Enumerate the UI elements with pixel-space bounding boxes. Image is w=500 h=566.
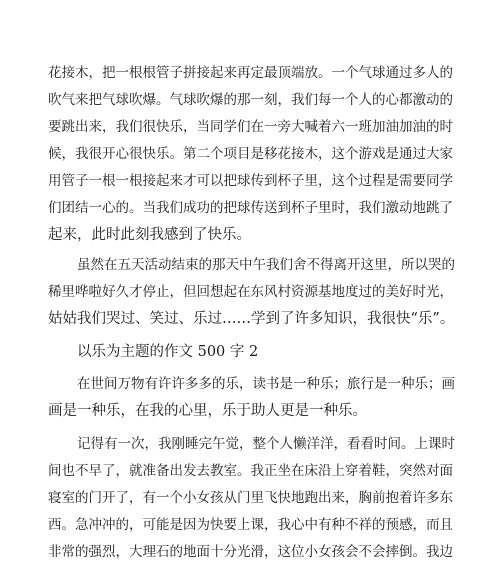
paragraph-1-line: 吹气来把气球吹爆。气球吹爆的那一刻，我们每一个人的心都激动的	[48, 92, 453, 108]
paragraph-4-line: 非常的强烈，大理石的地面十分光滑，这位小女孩会不会摔倒。我边	[48, 544, 453, 560]
paragraph-2-line: 姑姑我们哭过、笑过、乐过……学到了许多知识，我很快“乐”。	[48, 311, 455, 327]
paragraph-1-line: 要跳出来，我们很快乐，当同学们在一旁大喊着六一班加油加油的时	[48, 119, 453, 135]
paragraph-3-line: 在世间万物有许许多多的乐，读书是一种乐；旅行是一种乐；画	[77, 376, 455, 392]
paragraph-1-line: 起来，此时此刻我感到了快乐。	[48, 227, 251, 243]
paragraph-4-line: 寝室的门开了，有一个小女孩从门里飞快地跑出来，胸前抱着许多东	[48, 490, 453, 506]
paragraph-1-line: 用管子一根一根接起来才可以把球传到杯子里，这个过程是需要同学	[48, 173, 453, 189]
paragraph-4-line: 西。急冲冲的，可能是因为快要上课，我心中有种不祥的预感，而且	[48, 517, 453, 533]
paragraph-1-line: 候，我很开心很快乐。第二个项目是移花接木，这个游戏是通过大家	[48, 146, 453, 162]
paragraph-4	[48, 431, 458, 566]
section-heading: 以乐为主题的作文 500 字 2	[77, 344, 259, 360]
paragraph-4-line: 间也不早了，就准备出发去教室。我正坐在床沿上穿着鞋，突然对面	[48, 463, 453, 479]
paragraph-1	[48, 60, 458, 249]
paragraph-1-line: 们团结一心的。当我们成功的把球传送到杯子里时，我们激动地跳了	[48, 200, 453, 216]
paragraph-3	[48, 371, 458, 425]
paragraph-2-line: 虽然在五天活动结束的那天中午我们舍不得离开这里，所以哭的	[77, 257, 455, 273]
paragraph-2	[48, 252, 458, 333]
paragraph-3-line: 画是一种乐，在我的心里，乐于助人更是一种乐。	[48, 403, 367, 419]
paragraph-2-line: 稀里哗啦好久才停止，但回想起在东风村资源基地度过的美好时光，	[48, 284, 453, 300]
paragraph-4-line: 记得有一次，我刚睡完午觉，整个人懒洋洋，看看时间。上课时	[77, 436, 455, 452]
paragraph-1-line: 花接木，把一根根管子拼接起来再定最顶端放。一个气球通过多人的	[48, 65, 453, 81]
